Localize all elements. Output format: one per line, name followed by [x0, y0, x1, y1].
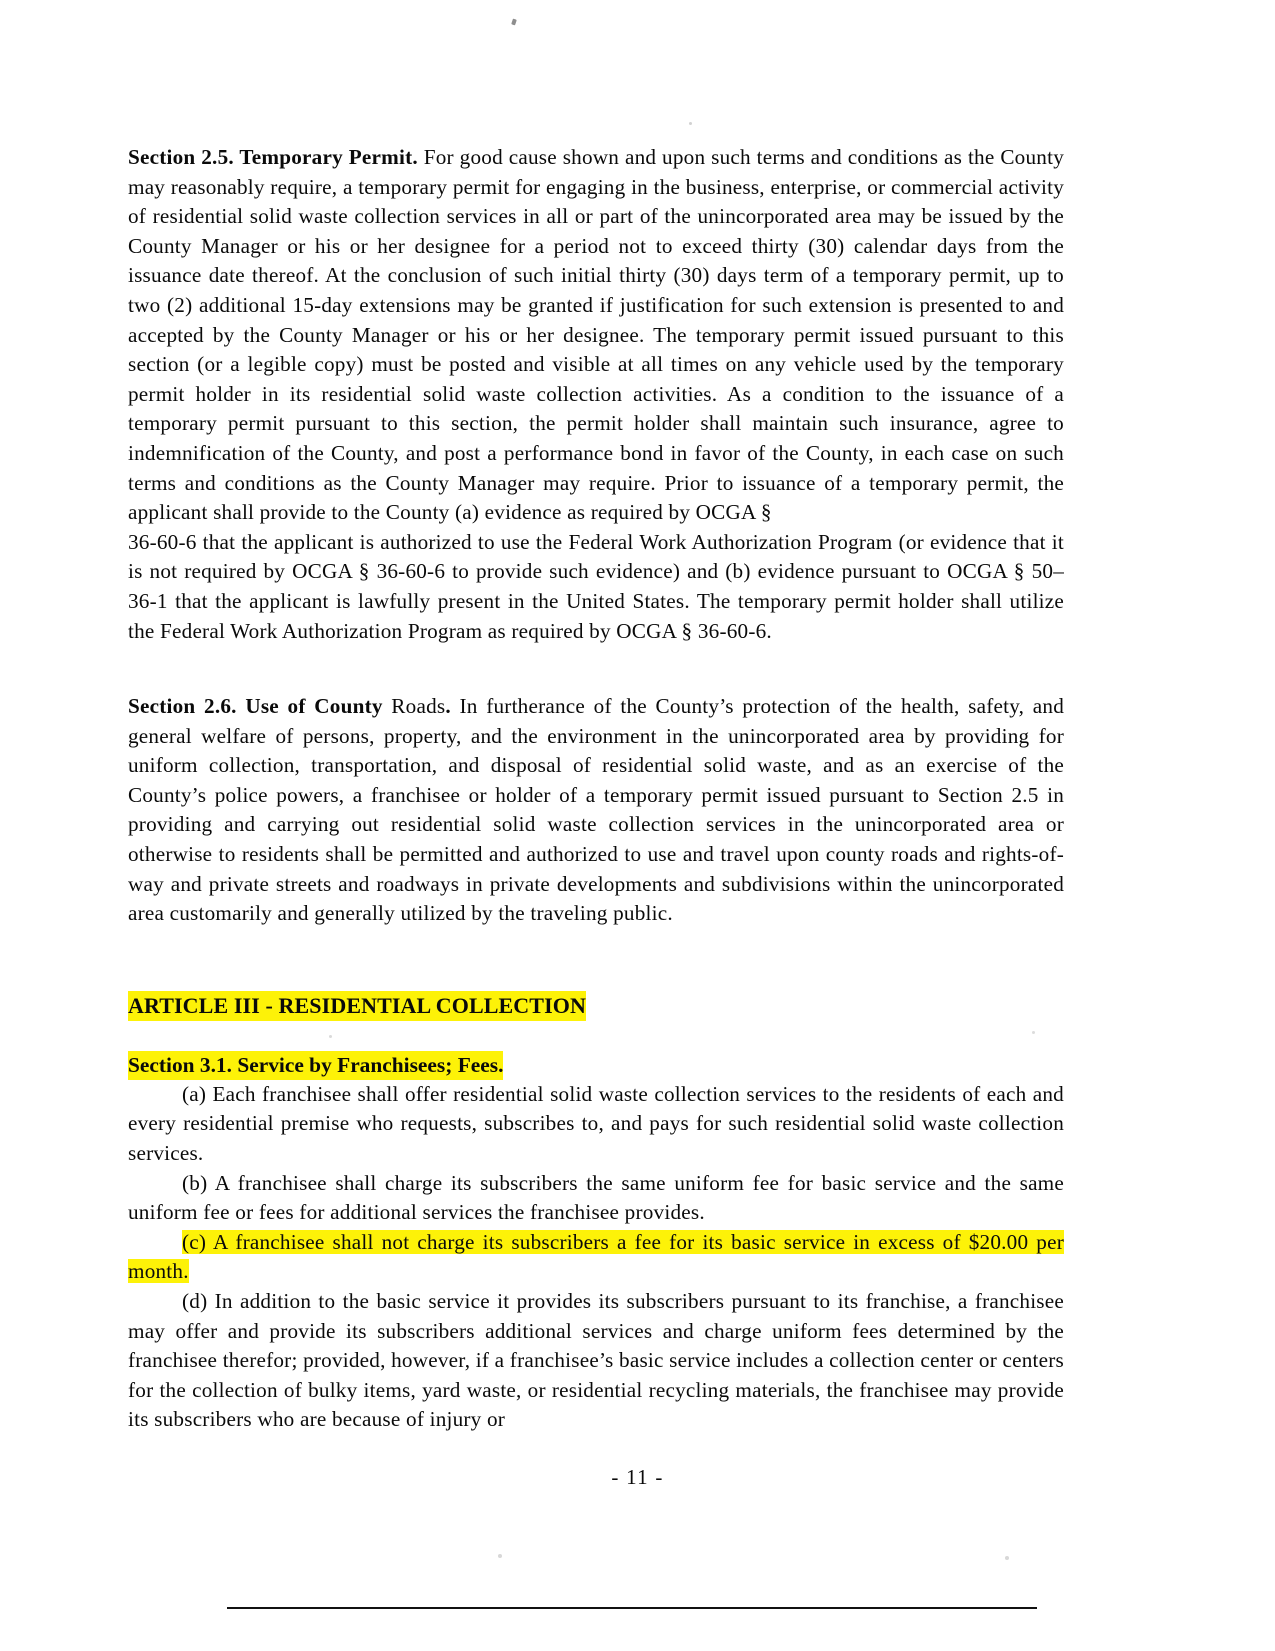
heading-spacer	[128, 1021, 1064, 1051]
section-2-5-body-part2: 36-60-6 that the applicant is authorized to use the Federal Work Authorization Program (or evidence that it is not required by OCGA § 36-60-6 to provide such evidence) and (b) evidence pursuant to OCGA § 50–36-1 that the applicant is lawfully present in the United States. The temporary permit holder shall utilize the Federal Work Authorization Program as required by OCGA § 36-60-6.	[128, 529, 1064, 643]
paragraph-spacer	[128, 646, 1064, 692]
page-footer	[0, 1465, 1275, 1490]
list-item	[128, 1169, 1064, 1228]
page-number: - 11 -	[611, 1465, 664, 1489]
item-label-b: (b)	[182, 1170, 208, 1195]
paragraph-section-2-6	[128, 692, 1064, 929]
item-label-a: (a)	[182, 1081, 207, 1106]
list-item-highlighted	[128, 1228, 1064, 1287]
article-3-heading-row	[128, 991, 1064, 1021]
item-text-c: A franchisee shall not charge its subscribers a fee for its basic service in excess of $20.00 per month.	[128, 1229, 1064, 1284]
item-text-b: A franchisee shall charge its subscribers the same uniform fee for basic service and the same uniform fee or fees for additional services the franchisee provides.	[128, 1170, 1064, 1225]
item-text-d: In addition to the basic service it provides its subscribers pursuant to its franchise, a franchisee may offer and provide its subscribers additional services and charge uniform fees determined by the franchisee therefor; provided, however, if a franchisee’s basic service includes a collection center or centers for the collection of bulky items, yard waste, or residential recycling materials, the franchisee may provide its subscribers who are because of injury or	[128, 1289, 1064, 1432]
item-text-a: Each franchisee shall offer residential solid waste collection services to the residents of each and every residential premise who requests, subscribes to, and pays for such residential solid waste collection services.	[128, 1081, 1064, 1166]
section-3-1-heading: Section 3.1. Service by Franchisees; Fees.	[128, 1051, 503, 1080]
scan-speck	[1005, 1556, 1009, 1560]
section-3-1-heading-row	[128, 1051, 1064, 1080]
scan-speck	[511, 19, 517, 26]
section-2-6-heading: Section 2.6. Use of County	[128, 694, 383, 719]
paragraph-section-2-5	[128, 143, 1064, 528]
section-2-6-heading-tail: Roads	[382, 694, 446, 719]
section-2-6-body: In furtherance of the County’s protection of the health, safety, and general welfare of persons, property, and the environment in the unincorporated area by providing for uniform collection, transportation, and disposal of residential solid waste, and as an exercise of the County’s police powers, a franchisee or holder of a temporary permit issued pursuant to Section 2.5 in providing and carrying out residential solid waste collection services in the unincorporated area or otherwise to residents shall be permitted and authorized to use and travel upon county roads and rights-of-way and private streets and roadways in private developments and subdivisions within the unincorporated area customarily and generally utilized by the traveling public.	[128, 694, 1065, 926]
footer-rule	[227, 1607, 1037, 1609]
item-label-c: (c)	[182, 1229, 207, 1254]
item-label-d: (d)	[182, 1289, 208, 1313]
paragraph-section-2-5-cont	[128, 528, 1064, 646]
article-spacer	[128, 929, 1064, 991]
list-item	[128, 1080, 1064, 1169]
section-2-5-heading: Section 2.5. Temporary Permit.	[128, 145, 418, 169]
page-body	[128, 143, 1064, 1435]
list-item	[128, 1287, 1064, 1435]
scan-speck	[498, 1554, 502, 1558]
article-3-title: ARTICLE III - RESIDENTIAL COLLECTION	[128, 991, 586, 1021]
section-2-5-body-part1: For good cause shown and upon such terms and conditions as the County may reasonably require, a temporary permit for engaging in the business, enterprise, or commercial activity of residential solid waste collection services in all or part of the unincorporated area may be issued by the County Manager or his or her designee for a period not to exceed thirty (30) calendar days from the issuance date thereof. At the conclusion of such initial thirty (30) days term of a temporary permit, up to two (2) additional 15-day extensions may be granted if justification for such extension is presented to and accepted by the County Manager or his or her designee. The temporary permit issued pursuant to this section (or a legible copy) must be posted and visible at all times on any vehicle used by the temporary permit holder in its residential solid waste collection activities. As a condition to the issuance of a temporary permit pursuant to this section, the permit holder shall maintain such insurance, agree to indemnification of the County, and post a performance bond in favor of the County, in each case on such terms and conditions as the County Manager may require. Prior to issuance of a temporary permit, the applicant shall provide to the County (a) evidence as required by OCGA §	[128, 145, 1065, 525]
section-2-6-heading-period: .	[445, 694, 451, 719]
scan-speck	[689, 122, 692, 125]
